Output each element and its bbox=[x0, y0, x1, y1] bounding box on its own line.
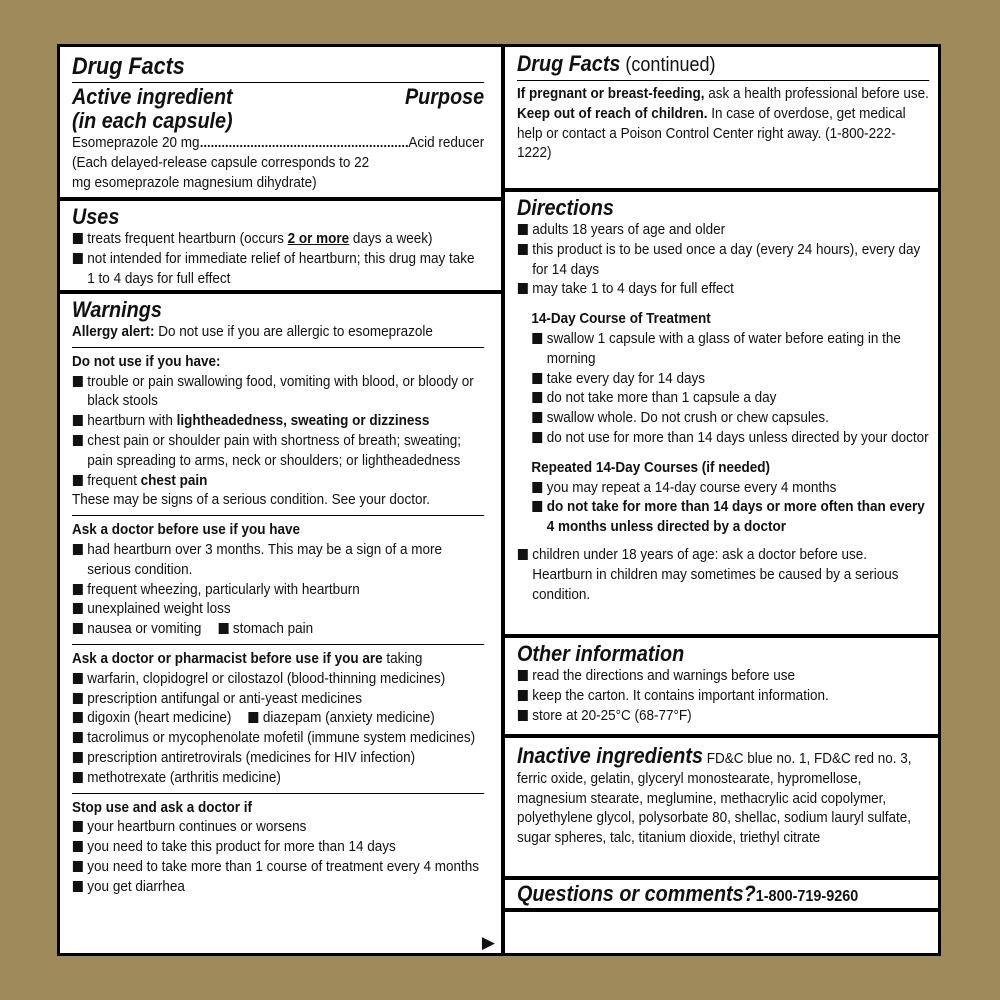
continued-title bbox=[517, 52, 929, 81]
pregnancy-children-paragraphs bbox=[517, 84, 929, 163]
list-item bbox=[72, 249, 484, 289]
list-item bbox=[531, 388, 929, 408]
ingredient-purpose: Acid reducer bbox=[408, 134, 485, 151]
text-segment: methotrexate (arthritis medicine) bbox=[87, 768, 281, 786]
course-list bbox=[531, 329, 929, 448]
active-ingredient-heading: Active ingredient bbox=[72, 84, 233, 109]
text-segment: frequent bbox=[87, 471, 141, 489]
text-segment: swallow whole. Do not crush or chew capsules. bbox=[546, 409, 829, 427]
text-segment: stomach pain bbox=[232, 620, 314, 638]
list-item bbox=[72, 817, 484, 837]
repeated-heading: Repeated 14-Day Courses (if needed) bbox=[531, 458, 770, 476]
dot-leader bbox=[200, 145, 407, 147]
purpose-heading: Purpose bbox=[404, 84, 485, 109]
list-item bbox=[517, 220, 929, 240]
list-item bbox=[517, 545, 929, 604]
text-segment: do not take more than 1 capsule a day bbox=[546, 389, 777, 407]
warning-group-footer: These may be signs of a serious condition. See your doctor. bbox=[72, 491, 430, 509]
text-segment: trouble or pain swallowing food, vomiting with blood, or bloody or black stools bbox=[87, 372, 474, 410]
text-segment: lightheadedness, sweating or dizziness bbox=[176, 412, 430, 430]
list-item bbox=[531, 408, 929, 428]
list-item bbox=[72, 411, 484, 431]
text-segment: prescription antifungal or anti-yeast medicines bbox=[87, 689, 362, 707]
text-segment: this product is to be used once a day (every 24 hours), every day for 14 days bbox=[532, 240, 921, 278]
text-segment: warfarin, clopidogrel or cilostazol (blood-thinning medicines) bbox=[87, 669, 446, 687]
list-item bbox=[72, 837, 484, 857]
text-segment: you may repeat a 14-day course every 4 months bbox=[546, 478, 837, 496]
text-segment: In case of overdose, get medical help or contact a Poison Control Center right away. (1-800-222-1222) bbox=[517, 104, 906, 162]
other-information-list bbox=[517, 666, 929, 725]
directions-list bbox=[517, 220, 929, 299]
children-list bbox=[517, 545, 929, 604]
list-item bbox=[517, 240, 929, 280]
text-segment: your heartburn continues or worsens bbox=[87, 818, 307, 836]
list-item bbox=[531, 478, 929, 498]
text-segment: do not take for more than 14 days or more often than every 4 months unless directed by a doctor bbox=[546, 498, 925, 536]
list-item bbox=[531, 329, 929, 369]
list-item bbox=[517, 706, 929, 726]
text-segment: frequent wheezing, particularly with heartburn bbox=[87, 580, 360, 598]
text-segment: taking bbox=[382, 649, 423, 667]
text-segment: days a week) bbox=[349, 230, 433, 247]
list-item bbox=[72, 540, 484, 580]
allergy-alert-text: Do not use if you are allergic to esomeprazole bbox=[154, 323, 433, 340]
course-subsection bbox=[531, 309, 929, 448]
warning-group-heading bbox=[72, 352, 484, 372]
list-item bbox=[72, 431, 484, 471]
list-item bbox=[517, 279, 929, 299]
right-column bbox=[505, 47, 938, 912]
list-item bbox=[72, 599, 484, 619]
text-segment: 2 or more bbox=[287, 230, 350, 247]
allergy-alert bbox=[72, 322, 484, 342]
text-segment: swallow 1 capsule with a glass of water before eating in the morning bbox=[546, 329, 901, 367]
warning-group-heading bbox=[72, 798, 484, 818]
inactive-ingredients-title: Inactive ingredients bbox=[517, 743, 703, 768]
other-information-title: Other information bbox=[517, 641, 685, 666]
list-item bbox=[72, 372, 484, 412]
warning-group bbox=[72, 793, 484, 897]
text-segment: may take 1 to 4 days for full effect bbox=[532, 280, 734, 298]
course-heading: 14-Day Course of Treatment bbox=[531, 310, 711, 328]
text-segment: Stop use and ask a doctor if bbox=[72, 798, 253, 816]
text-segment: Ask a doctor or pharmacist before use if you are bbox=[72, 649, 383, 667]
text-segment: prescription antiretrovirals (medicines for HIV infection) bbox=[87, 748, 416, 766]
text-segment: heartburn with bbox=[87, 412, 177, 430]
text-segment: take every day for 14 days bbox=[546, 369, 706, 387]
other-information-section bbox=[505, 638, 938, 738]
list-item bbox=[248, 708, 435, 728]
warning-group bbox=[72, 347, 484, 510]
list-item bbox=[72, 580, 484, 600]
list-item bbox=[531, 369, 929, 389]
text-segment: not intended for immediate relief of heartburn; this drug may take 1 to 4 days for full effect bbox=[87, 249, 475, 287]
text-segment: treats frequent heartburn (occurs bbox=[87, 230, 288, 247]
text-segment: read the directions and warnings before use bbox=[532, 667, 795, 684]
list-item bbox=[72, 748, 484, 768]
text-segment: do not use for more than 14 days unless directed by your doctor bbox=[546, 428, 929, 446]
continue-arrow-icon: ▶ bbox=[481, 933, 495, 952]
list-item bbox=[531, 428, 929, 448]
text-segment: Keep out of reach of children. bbox=[517, 104, 708, 122]
list-item bbox=[517, 666, 929, 686]
list-item bbox=[531, 497, 929, 537]
list-item bbox=[517, 686, 929, 706]
warning-group bbox=[72, 644, 484, 788]
text-segment: Ask a doctor before use if you have bbox=[72, 521, 301, 539]
text-segment: Do not use if you have: bbox=[72, 352, 221, 370]
continued-suffix: (continued) bbox=[620, 54, 716, 76]
text-segment: diazepam (anxiety medicine) bbox=[262, 709, 435, 727]
warning-group bbox=[72, 515, 484, 639]
list-item bbox=[72, 877, 484, 897]
repeated-list bbox=[531, 478, 929, 537]
text-segment: store at 20-25°C (68-77°F) bbox=[532, 706, 692, 724]
repeated-subsection bbox=[531, 458, 929, 537]
text-segment: keep the carton. It contains important information. bbox=[532, 686, 829, 704]
inactive-ingredients-text: FD&C blue no. 1, FD&C red no. 3, ferric oxide, gelatin, glyceryl monostearate, hypromellose, magnesium stearate, meglumine, methacrylic acid copolymer, polyethylene glycol, polysorbate 80, shellac, sodium lauryl sulfate, sugar spheres, talc, titanium dioxide, triethyl citrate bbox=[517, 750, 912, 847]
uses-section bbox=[60, 201, 501, 294]
text-segment: unexplained weight loss bbox=[87, 600, 231, 618]
questions-phone: 1-800-719-9260 bbox=[755, 888, 859, 905]
active-ingredient-subheading: (in each capsule) bbox=[72, 108, 233, 133]
text-segment: chest pain bbox=[140, 471, 208, 489]
list-item bbox=[72, 689, 484, 709]
uses-list bbox=[72, 229, 484, 288]
questions-section bbox=[505, 880, 938, 912]
inactive-ingredients-section bbox=[505, 738, 938, 880]
directions-title: Directions bbox=[517, 195, 614, 220]
active-ingredient-section bbox=[60, 47, 501, 201]
list-item bbox=[72, 768, 484, 788]
paragraph bbox=[517, 104, 929, 163]
list-item bbox=[72, 471, 484, 491]
text-segment: digoxin (heart medicine) bbox=[87, 709, 232, 727]
list-item bbox=[72, 728, 484, 748]
list-item-pair bbox=[72, 619, 484, 639]
text-segment: children under 18 years of age: ask a doctor before use. Heartburn in children may sometimes be caused by a serious condition. bbox=[532, 545, 899, 603]
paragraph bbox=[517, 84, 929, 104]
warning-group-heading bbox=[72, 649, 484, 669]
questions-title: Questions or comments? bbox=[517, 881, 756, 906]
ingredient-row bbox=[72, 133, 484, 153]
ingredient-note: (Each delayed-release capsule corresponds to 22 mg esomeprazole magnesium dihydrate) bbox=[72, 153, 370, 191]
list-item bbox=[72, 229, 484, 249]
text-segment: adults 18 years of age and older bbox=[532, 221, 726, 238]
continued-title-text: Drug Facts bbox=[517, 51, 621, 76]
text-segment: you need to take this product for more than 14 days bbox=[87, 838, 396, 856]
text-segment: nausea or vomiting bbox=[87, 620, 202, 638]
drug-facts-label bbox=[57, 44, 941, 956]
allergy-alert-label: Allergy alert: bbox=[72, 323, 155, 340]
list-item bbox=[72, 619, 201, 639]
directions-section bbox=[505, 192, 938, 638]
drug-facts-title: Drug Facts bbox=[72, 52, 484, 83]
text-segment: had heartburn over 3 months. This may be a sign of a more serious condition. bbox=[87, 540, 442, 578]
warnings-section bbox=[60, 294, 501, 953]
warning-group-heading bbox=[72, 520, 484, 540]
list-item bbox=[72, 857, 484, 877]
text-segment: tacrolimus or mycophenolate mofetil (immune system medicines) bbox=[87, 729, 476, 747]
warning-groups bbox=[72, 347, 484, 897]
text-segment: ask a health professional before use. bbox=[704, 85, 929, 102]
text-segment: If pregnant or breast-feeding, bbox=[517, 85, 705, 102]
text-segment: chest pain or shoulder pain with shortness of breath; sweating; pain spreading to arms, neck or shoulders; or lightheadedness bbox=[87, 431, 462, 469]
text-segment: you need to take more than 1 course of treatment every 4 months bbox=[87, 857, 480, 875]
list-item bbox=[218, 619, 314, 639]
left-column bbox=[60, 47, 501, 953]
text-segment: you get diarrhea bbox=[87, 877, 185, 895]
ingredient-name: Esomeprazole 20 mg bbox=[72, 134, 200, 151]
warnings-title: Warnings bbox=[72, 297, 162, 322]
list-item bbox=[72, 669, 484, 689]
list-item-pair bbox=[72, 708, 484, 728]
list-item bbox=[72, 708, 231, 728]
continued-section bbox=[505, 47, 938, 192]
uses-title: Uses bbox=[72, 204, 120, 229]
